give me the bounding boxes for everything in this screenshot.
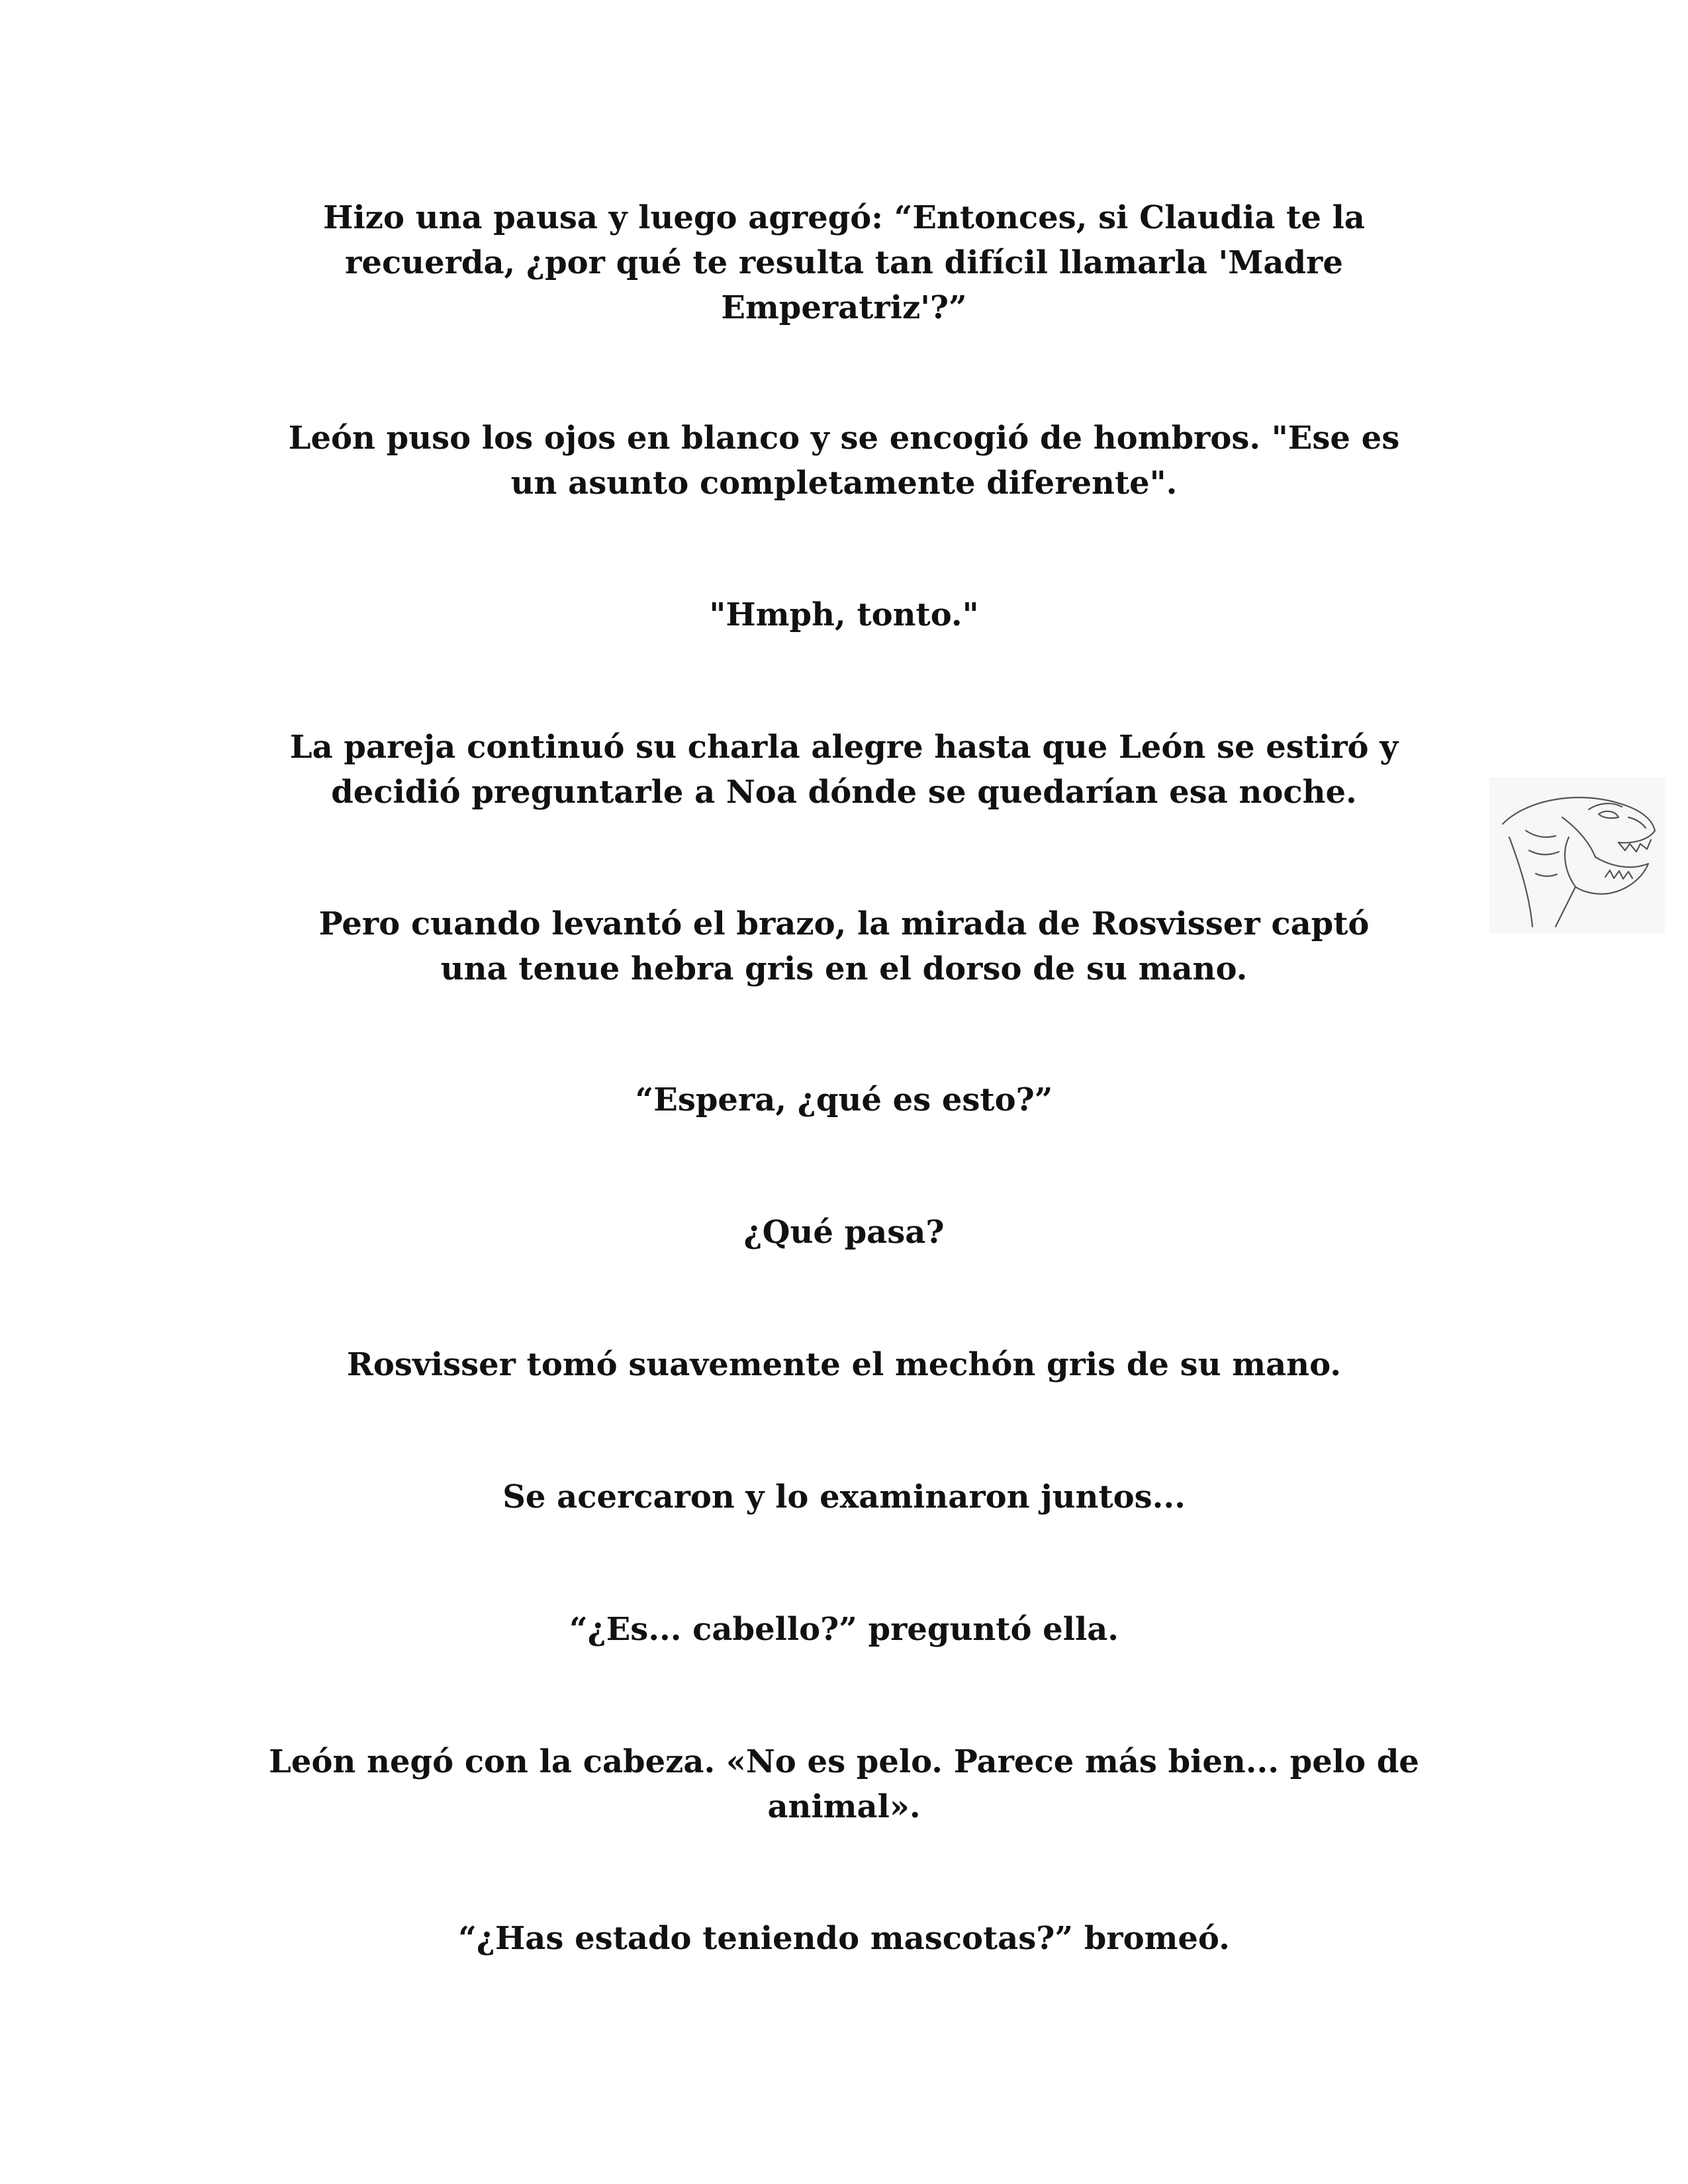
paragraph-11: León negó con la cabeza. «No es pelo. Parece más bien... pelo de animal». [269,1743,1419,1825]
paragraph-1: Hizo una pausa y luego agregó: “Entonces, si Claudia te la recuerda, ¿por qué te resulta tan difícil llamarla 'Madre Emperatriz'?” [323,199,1365,326]
paragraph-9: Se acercaron y lo examinaron juntos... [502,1479,1186,1516]
paragraph-8: Rosvisser tomó suavemente el mechón gris de su mano. [347,1346,1341,1383]
paragraph-6: “Espera, ¿qué es esto?” [635,1081,1053,1118]
paragraph-2: León puso los ojos en blanco y se encogió de hombros. "Ese es un asunto completamente diferente". [288,420,1400,502]
paragraph-12: “¿Has estado teniendo mascotas?” bromeó. [458,1920,1230,1957]
paragraph-4: La pareja continuó su charla alegre hasta que León se estiró y decidió preguntarle a Noa dónde se quedarían esa noche. [289,729,1399,811]
paragraph-5: Pero cuando levantó el brazo, la mirada de Rosvisser captó una tenue hebra gris en el dorso de su mano. [318,905,1370,987]
paragraph-10: “¿Es... cabello?” preguntó ella. [569,1611,1119,1648]
paragraph-7: ¿Qué pasa? [743,1214,945,1251]
dinosaur-head-sketch-icon [1489,778,1665,933]
paragraph-3: "Hmph, tonto." [709,596,979,633]
